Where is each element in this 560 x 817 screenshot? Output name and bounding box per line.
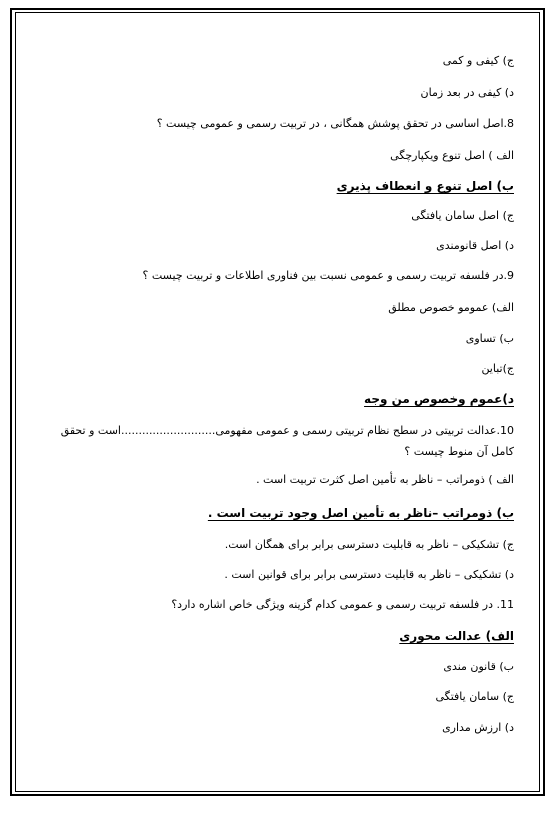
q7-option-d: د) کیفی در بعد زمان	[420, 86, 514, 99]
q8-option-c: ج) اصل سامان یافتگی	[411, 209, 514, 222]
q10-option-b-answer: ب) ذومراتب –ناظر به تأمین اصل وجود تربیت است .	[207, 506, 514, 520]
q10-option-c: ج) تشکیکی – ناظر به قابلیت دسترسی برابر برای همگان است.	[224, 538, 514, 551]
q10-option-d: د) تشکیکی – ناظر به قابلیت دسترسی برابر برای قوانین است .	[224, 568, 514, 581]
question-8: 8.اصل اساسی در تحقق پوشش همگانی ، در تربیت رسمی و عمومی چیست ؟	[156, 117, 514, 130]
q9-option-a: الف) عمومو خصوص مطلق	[388, 301, 514, 314]
q8-option-b-answer: ب) اصل تنوع و انعطاف پذیری	[336, 179, 514, 193]
q9-option-c: ج)تباین	[481, 362, 514, 375]
q8-option-a: الف ) اصل تنوع ویکپارچگی	[390, 149, 514, 162]
q9-option-b: ب) تساوی	[465, 332, 514, 345]
q9-option-d-answer: د)عموم وخصوص من وجه	[364, 392, 514, 406]
question-10: 10.عدالت تربیتی در سطح نظام تربیتی رسمی و عمومی مفهومی...........................است و تحقق کامل آن منوط چیست ؟	[60, 424, 514, 458]
q11-option-a-answer: الف) عدالت محوری	[399, 629, 514, 643]
q8-option-d: د) اصل قانومندی	[436, 239, 514, 252]
q11-option-d: د) ارزش مداری	[442, 721, 514, 734]
q11-option-b: ب) قانون مندی	[443, 660, 514, 673]
q7-option-c: ج) کیفی و کمی	[442, 54, 514, 67]
q10-option-a: الف ) ذومراتب – ناظر به تأمین اصل کثرت تربیت است .	[256, 473, 514, 486]
question-11: 11. در فلسفه تربیت رسمی و عمومی کدام گزینه ویژگی خاص اشاره دارد؟	[171, 598, 514, 611]
question-9: 9.در فلسفه تربیت رسمی و عمومی نسبت بین فناوری اطلاعات و تربیت چیست ؟	[142, 269, 514, 282]
q11-option-c: ج) سامان یافتگی	[435, 690, 514, 703]
